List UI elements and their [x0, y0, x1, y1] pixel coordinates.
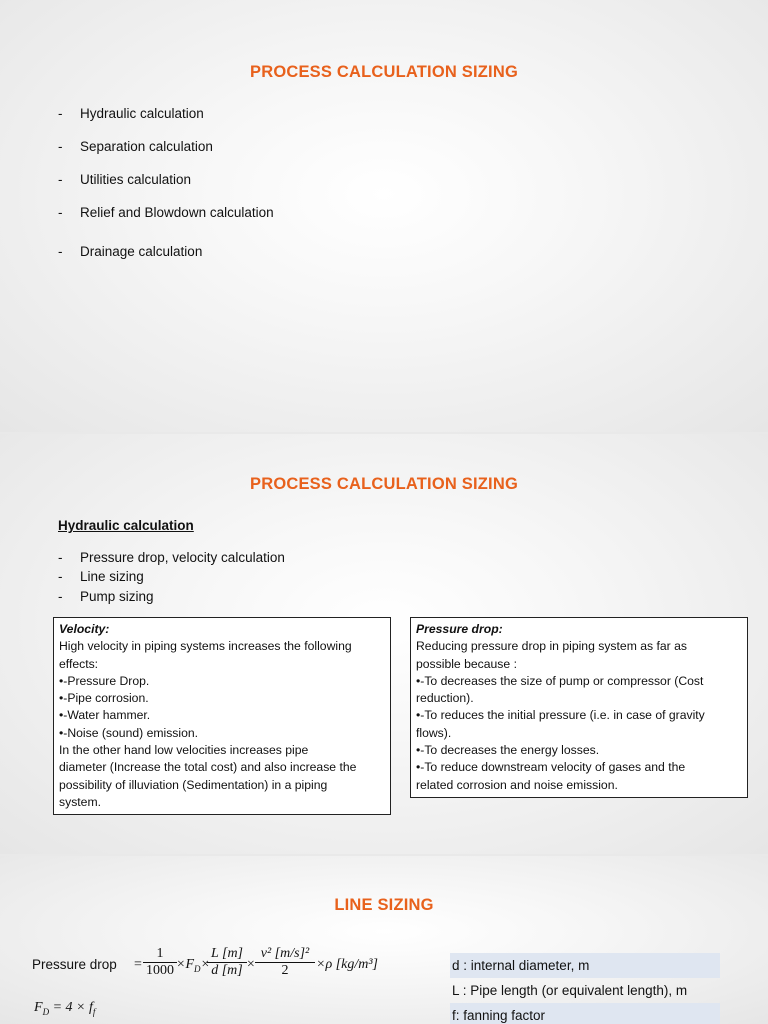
velocity-heading: Velocity: — [59, 622, 110, 636]
ff-subscript: f — [92, 1006, 96, 1017]
list-item: - Line sizing — [58, 569, 144, 584]
list-item-label: Hydraulic calculation — [80, 106, 204, 121]
list-item-label: Pump sizing — [80, 589, 154, 604]
fd-subscript: D — [194, 963, 201, 974]
velocity-box — [53, 617, 391, 815]
list-item-label: Drainage calculation — [80, 244, 203, 259]
list-item-label: Pressure drop, velocity calculation — [80, 550, 285, 565]
fanning-relation — [34, 1000, 95, 1017]
fraction-2 — [207, 946, 247, 979]
fd-subscript: D — [42, 1006, 50, 1017]
box-line: •-Water hammer. — [59, 708, 151, 723]
box-line: •-Noise (sound) emission. — [59, 725, 199, 740]
slide-title: PROCESS CALCULATION SIZING — [250, 475, 518, 493]
fraction-3 — [255, 946, 315, 979]
box-line: reduction). — [416, 691, 474, 706]
fd-symbol: F — [34, 1000, 43, 1015]
box-line: system. — [59, 794, 101, 809]
legend-row — [450, 978, 720, 1003]
list-item-label: Separation calculation — [80, 139, 213, 154]
slide-3 — [0, 856, 768, 1024]
list-item: - Utilities calculation — [58, 172, 192, 187]
fd-term — [176, 957, 210, 974]
list-item: - Pump sizing — [58, 589, 154, 604]
list-item-label: Relief and Blowdown calculation — [80, 205, 274, 220]
list-item: - Relief and Blowdown calculation — [58, 205, 274, 220]
fd-symbol: ×F — [176, 957, 194, 972]
fraction-1 — [143, 946, 177, 979]
fraction-numerator: L [m] — [207, 946, 247, 963]
fraction-numerator: v² [m/s]² — [255, 946, 315, 963]
list-item-label: Line sizing — [80, 569, 144, 584]
legend-text: d : internal diameter, m — [452, 958, 590, 973]
fraction-numerator: 1 — [143, 946, 177, 963]
box-line: related corrosion and noise emission. — [416, 777, 618, 792]
times-sign: × — [246, 957, 256, 972]
pressure-drop-box — [410, 617, 748, 798]
legend-row — [450, 1003, 720, 1024]
box-line: diameter (Increase the total cost) and also increase the — [59, 760, 357, 775]
legend-text: f: fanning factor — [452, 1008, 546, 1023]
box-line: possible because : — [416, 656, 517, 671]
variable-legend — [450, 953, 720, 1024]
fraction-denominator: 1000 — [146, 963, 174, 978]
box-line: •-To decreases the energy losses. — [416, 743, 600, 758]
fanning-expression: = 4 × f — [52, 1000, 93, 1015]
fraction-denominator: d [m] — [211, 963, 243, 978]
fraction-denominator: 2 — [281, 963, 289, 978]
list-item: - Pressure drop, velocity calculation — [58, 550, 285, 565]
box-line: •-To reduces the initial pressure (i.e. in case of gravity — [416, 708, 705, 723]
times-sign: × — [200, 957, 210, 972]
list-item: - Drainage calculation — [58, 244, 203, 259]
box-line: •-To decreases the size of pump or compressor (Cost — [416, 673, 704, 688]
pressure-drop-heading: Pressure drop: — [416, 622, 503, 636]
slide-title: PROCESS CALCULATION SIZING — [250, 63, 518, 81]
list-item-label: Utilities calculation — [80, 172, 192, 187]
density-term: ×ρ [kg/m³] — [316, 957, 378, 972]
box-line: possibility of illuviation (Sedimentation) in a piping — [59, 777, 328, 792]
list-item: - Separation calculation — [58, 139, 213, 154]
formula-label: Pressure drop — [32, 957, 117, 972]
box-line: •-To reduce downstream velocity of gases and the — [416, 760, 686, 775]
slide-1 — [0, 0, 768, 432]
list-item: - Hydraulic calculation — [58, 106, 204, 121]
box-line: High velocity in piping systems increases the following — [59, 639, 352, 654]
box-line: effects: — [59, 656, 99, 671]
legend-text: L : Pipe length (or equivalent length), m — [452, 983, 688, 998]
box-line: Reducing pressure drop in piping system as far as — [416, 639, 687, 654]
box-line: •-Pressure Drop. — [59, 673, 150, 688]
box-line: flows). — [416, 725, 452, 740]
slide-title: LINE SIZING — [334, 896, 434, 914]
box-line: •-Pipe corrosion. — [59, 691, 149, 706]
legend-row — [450, 953, 720, 978]
slide-2 — [0, 434, 768, 854]
equals-sign: = — [134, 957, 142, 972]
box-line: In the other hand low velocities increases pipe — [59, 743, 309, 758]
section-heading: Hydraulic calculation — [58, 518, 194, 533]
